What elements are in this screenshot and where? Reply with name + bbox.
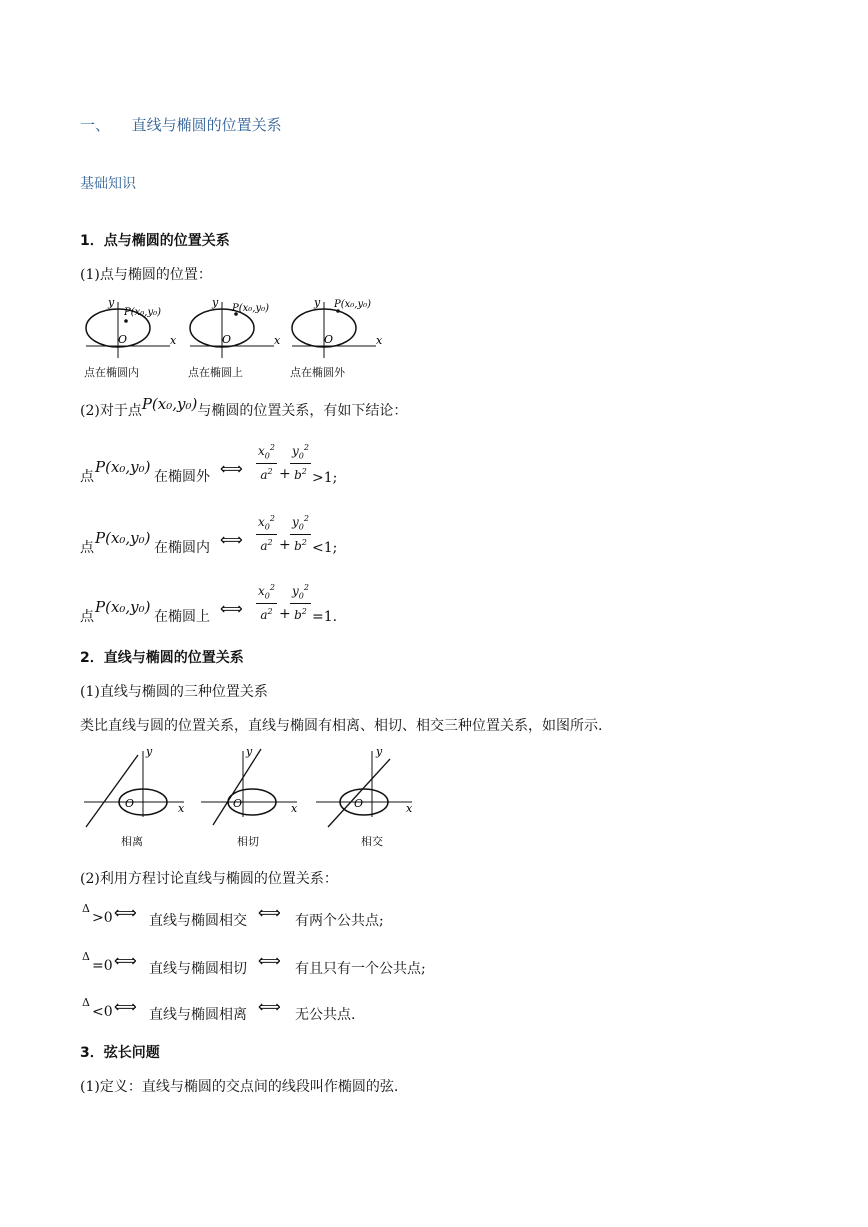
caption-separate: 相离 xyxy=(121,835,143,848)
paragraph-6: (1)定义：直线与椭圆的交点间的线段叫作椭圆的弦. xyxy=(80,1079,399,1095)
figure-on xyxy=(190,296,281,358)
iff-arrow: ⟺ xyxy=(114,997,137,1016)
condition-prefix: 点 xyxy=(80,540,94,556)
iff-arrow: ⟺ xyxy=(258,997,281,1016)
origin-label: O xyxy=(125,797,135,810)
caption-inside: 点在椭圆内 xyxy=(84,366,139,379)
heading-2: 2．直线与椭圆的位置关系 xyxy=(80,650,244,666)
iff-arrow: ⟺ xyxy=(114,903,137,922)
section-title: 直线与椭圆的位置关系 xyxy=(131,116,282,134)
caption-intersect: 相交 xyxy=(361,835,383,848)
fraction-y: $\frac{y_0^2}{b^2}$ xyxy=(290,440,311,483)
figure-inside xyxy=(86,296,177,358)
condition-place: 在椭圆内 xyxy=(154,540,210,556)
fraction-y: $\frac{y_0^2}{b^2}$ xyxy=(290,511,311,554)
axis-y-label: y xyxy=(246,745,253,758)
axis-y-label: y xyxy=(212,296,219,309)
axis-y-label: y xyxy=(314,296,321,309)
delta-middle: 直线与椭圆相切 xyxy=(149,961,247,977)
origin-label: O xyxy=(324,333,334,346)
fraction-y: $\frac{y_0^2}{b^2}$ xyxy=(290,580,311,623)
iff-arrow: ⟺ xyxy=(220,459,243,478)
axis-x-label: x xyxy=(178,802,185,815)
figure-intersect xyxy=(316,745,413,827)
axis-x-label: x xyxy=(274,334,281,347)
condition-point: P(x₀,y₀) xyxy=(95,598,151,616)
fraction-x: $\frac{x_0^2}{a^2}$ xyxy=(256,511,277,554)
axis-x-label: x xyxy=(376,334,383,347)
figure-separate xyxy=(84,745,185,827)
condition-place: 在椭圆上 xyxy=(154,609,210,625)
heading-1: 1．点与椭圆的位置关系 xyxy=(80,233,230,249)
delta-symbol: Δ xyxy=(82,996,90,1009)
paragraph-3: (1)直线与椭圆的三种位置关系 xyxy=(80,684,268,700)
delta-middle: 直线与椭圆相离 xyxy=(149,1007,247,1023)
point-label: P(x₀,y₀) xyxy=(232,303,270,314)
origin-label: O xyxy=(222,333,232,346)
caption-outside: 点在椭圆外 xyxy=(290,366,345,379)
axis-y-label: y xyxy=(376,745,383,758)
caption-tangent: 相切 xyxy=(237,835,259,848)
figure-tangent xyxy=(201,745,298,825)
paragraph-2-suffix: 与椭圆的位置关系，有如下结论： xyxy=(197,403,408,419)
fraction-x: $\frac{x_0^2}{a^2}$ xyxy=(256,580,277,623)
iff-arrow: ⟺ xyxy=(220,530,243,549)
point-label: P(x₀,y₀) xyxy=(124,307,162,318)
condition-point: P(x₀,y₀) xyxy=(95,458,151,476)
axis-y-label: y xyxy=(146,745,153,758)
paragraph-2 xyxy=(80,395,408,420)
section-heading xyxy=(80,114,282,135)
axis-x-label: x xyxy=(170,334,177,347)
paragraph-1: (1)点与椭圆的位置： xyxy=(80,267,212,283)
delta-relation: =0 xyxy=(92,958,113,974)
delta-result: 有且只有一个公共点; xyxy=(295,961,426,977)
iff-arrow: ⟺ xyxy=(258,951,281,970)
relation-value: >1; xyxy=(312,470,338,486)
delta-middle: 直线与椭圆相交 xyxy=(149,913,247,929)
iff-arrow: ⟺ xyxy=(258,903,281,922)
paragraph-5: (2)利用方程讨论直线与椭圆的位置关系： xyxy=(80,871,338,887)
heading-3: 3．弦长问题 xyxy=(80,1045,160,1061)
delta-symbol: Δ xyxy=(82,902,90,915)
axis-y-label: y xyxy=(108,296,115,309)
caption-on: 点在椭圆上 xyxy=(188,366,243,379)
delta-result: 无公共点. xyxy=(295,1007,356,1023)
iff-arrow: ⟺ xyxy=(220,599,243,618)
delta-result: 有两个公共点; xyxy=(295,913,384,929)
fraction-x: $\frac{x_0^2}{a^2}$ xyxy=(256,440,277,483)
origin-label: O xyxy=(233,797,243,810)
iff-arrow: ⟺ xyxy=(114,951,137,970)
paragraph-2-prefix: (2)对于点 xyxy=(80,403,142,419)
plus-sign: + xyxy=(279,606,291,622)
delta-symbol: Δ xyxy=(82,950,90,963)
relation-value: <1; xyxy=(312,540,338,556)
relation-value: =1. xyxy=(312,609,338,625)
origin-label: O xyxy=(354,797,364,810)
section-number: 一、 xyxy=(80,116,111,134)
plus-sign: + xyxy=(279,466,291,482)
figure-line-ellipse xyxy=(80,745,420,830)
subheading: 基础知识 xyxy=(80,176,136,192)
delta-relation: <0 xyxy=(92,1004,113,1020)
delta-relation: >0 xyxy=(92,910,113,926)
condition-prefix: 点 xyxy=(80,609,94,625)
axis-x-label: x xyxy=(291,802,298,815)
paragraph-4: 类比直线与圆的位置关系，直线与椭圆有相离、相切、相交三种位置关系，如图所示. xyxy=(80,718,603,734)
point-label: P(x₀,y₀) xyxy=(334,299,372,310)
condition-prefix: 点 xyxy=(80,469,94,485)
origin-label: O xyxy=(118,333,128,346)
figure-outside xyxy=(292,296,383,358)
point-expression: P(x₀,y₀) xyxy=(141,395,198,413)
condition-place: 在椭圆外 xyxy=(154,469,210,485)
condition-point: P(x₀,y₀) xyxy=(95,529,151,547)
axis-x-label: x xyxy=(406,802,413,815)
plus-sign: + xyxy=(279,537,291,553)
